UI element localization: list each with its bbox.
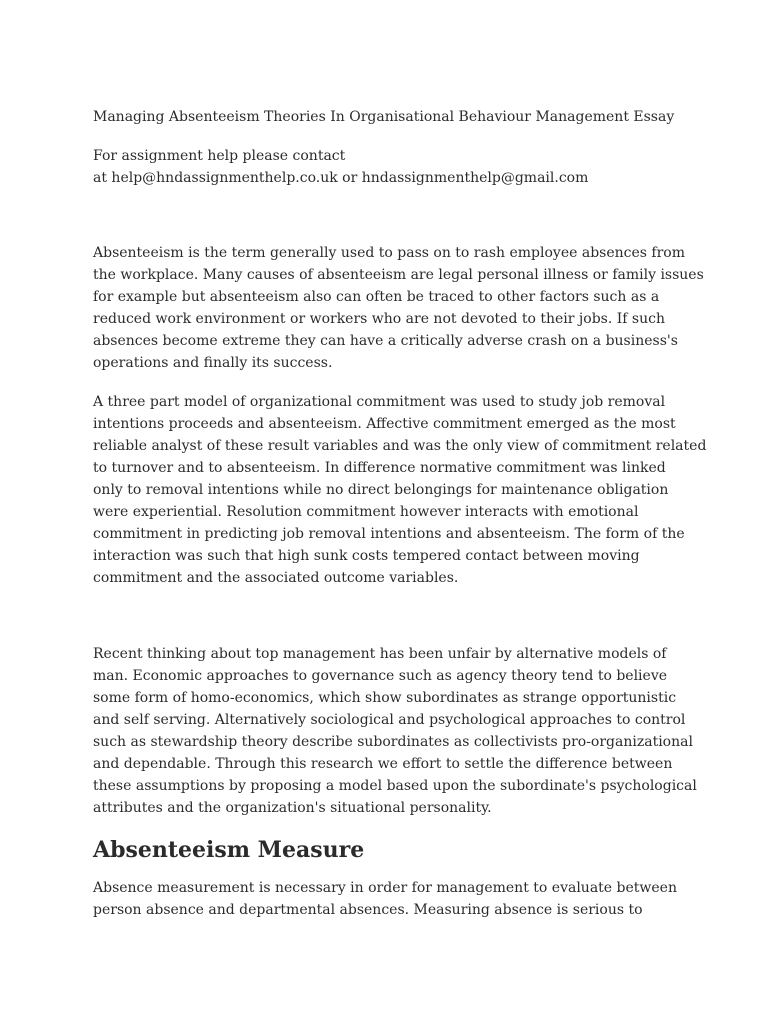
paragraph-line: operations and finally its success.	[93, 355, 333, 371]
paragraph-line: these assumptions by proposing a model based upon the subordinate's psychological	[93, 778, 697, 794]
paragraph-line: intentions proceeds and absenteeism. Affective commitment emerged as the most	[93, 416, 676, 432]
contact-line-2: at help@hndassignmenthelp.co.uk or hndassignmenthelp@gmail.com	[93, 170, 589, 186]
paragraph-line: reliable analyst of these result variables and was the only view of commitment related	[93, 438, 707, 454]
paragraph-line: Absenteeism is the term generally used to pass on to rash employee absences from	[93, 245, 685, 261]
section-paragraph	[93, 877, 681, 921]
paragraph-line: interaction was such that high sunk costs tempered contact between moving	[93, 548, 640, 564]
paragraph-line: for example but absenteeism also can often be traced to other factors such as a	[93, 289, 660, 305]
paragraph-line: were experiential. Resolution commitment however interacts with emotional	[93, 504, 639, 520]
paragraph-line: Recent thinking about top management has been unfair by alternative models of	[93, 646, 667, 662]
contact-line-1: For assignment help please contact	[93, 148, 346, 164]
paragraph-line: and dependable. Through this research we effort to settle the difference between	[93, 756, 673, 772]
document-page	[93, 107, 707, 921]
paragraph-line: attributes and the organization's situational personality.	[93, 800, 492, 816]
contact-info	[93, 145, 681, 189]
document-title: Managing Absenteeism Theories In Organisational Behaviour Management Essay	[93, 109, 675, 125]
paragraph-line: the workplace. Many causes of absenteeism are legal personal illness or family issues	[93, 267, 704, 283]
paragraph-2	[93, 391, 707, 589]
paragraph-line: Absence measurement is necessary in order for management to evaluate between	[93, 880, 677, 896]
paragraph-line: commitment in predicting job removal intentions and absenteeism. The form of the	[93, 526, 685, 542]
paragraph-3	[93, 643, 697, 819]
paragraph-line: A three part model of organizational commitment was used to study job removal	[93, 394, 666, 410]
paragraph-line: such as stewardship theory describe subordinates as collectivists pro-organizational	[93, 734, 693, 750]
paragraph-line: person absence and departmental absences. Measuring absence is serious to	[93, 902, 643, 918]
paragraph-line: only to removal intentions while no direct belongings for maintenance obligation	[93, 482, 669, 498]
paragraph-line: man. Economic approaches to governance such as agency theory tend to believe	[93, 668, 668, 684]
paragraph-1	[93, 242, 704, 374]
section-heading: Absenteeism Measure	[93, 837, 365, 863]
paragraph-line: commitment and the associated outcome variables.	[93, 570, 459, 586]
paragraph-line: some form of homo-economics, which show subordinates as strange opportunistic	[93, 690, 677, 706]
paragraph-line: reduced work environment or workers who are not devoted to their jobs. If such	[93, 311, 665, 327]
paragraph-line: absences become extreme they can have a critically adverse crash on a business's	[93, 333, 678, 349]
paragraph-line: to turnover and to absenteeism. In difference normative commitment was linked	[93, 460, 666, 476]
paragraph-line: and self serving. Alternatively sociological and psychological approaches to control	[93, 712, 686, 728]
